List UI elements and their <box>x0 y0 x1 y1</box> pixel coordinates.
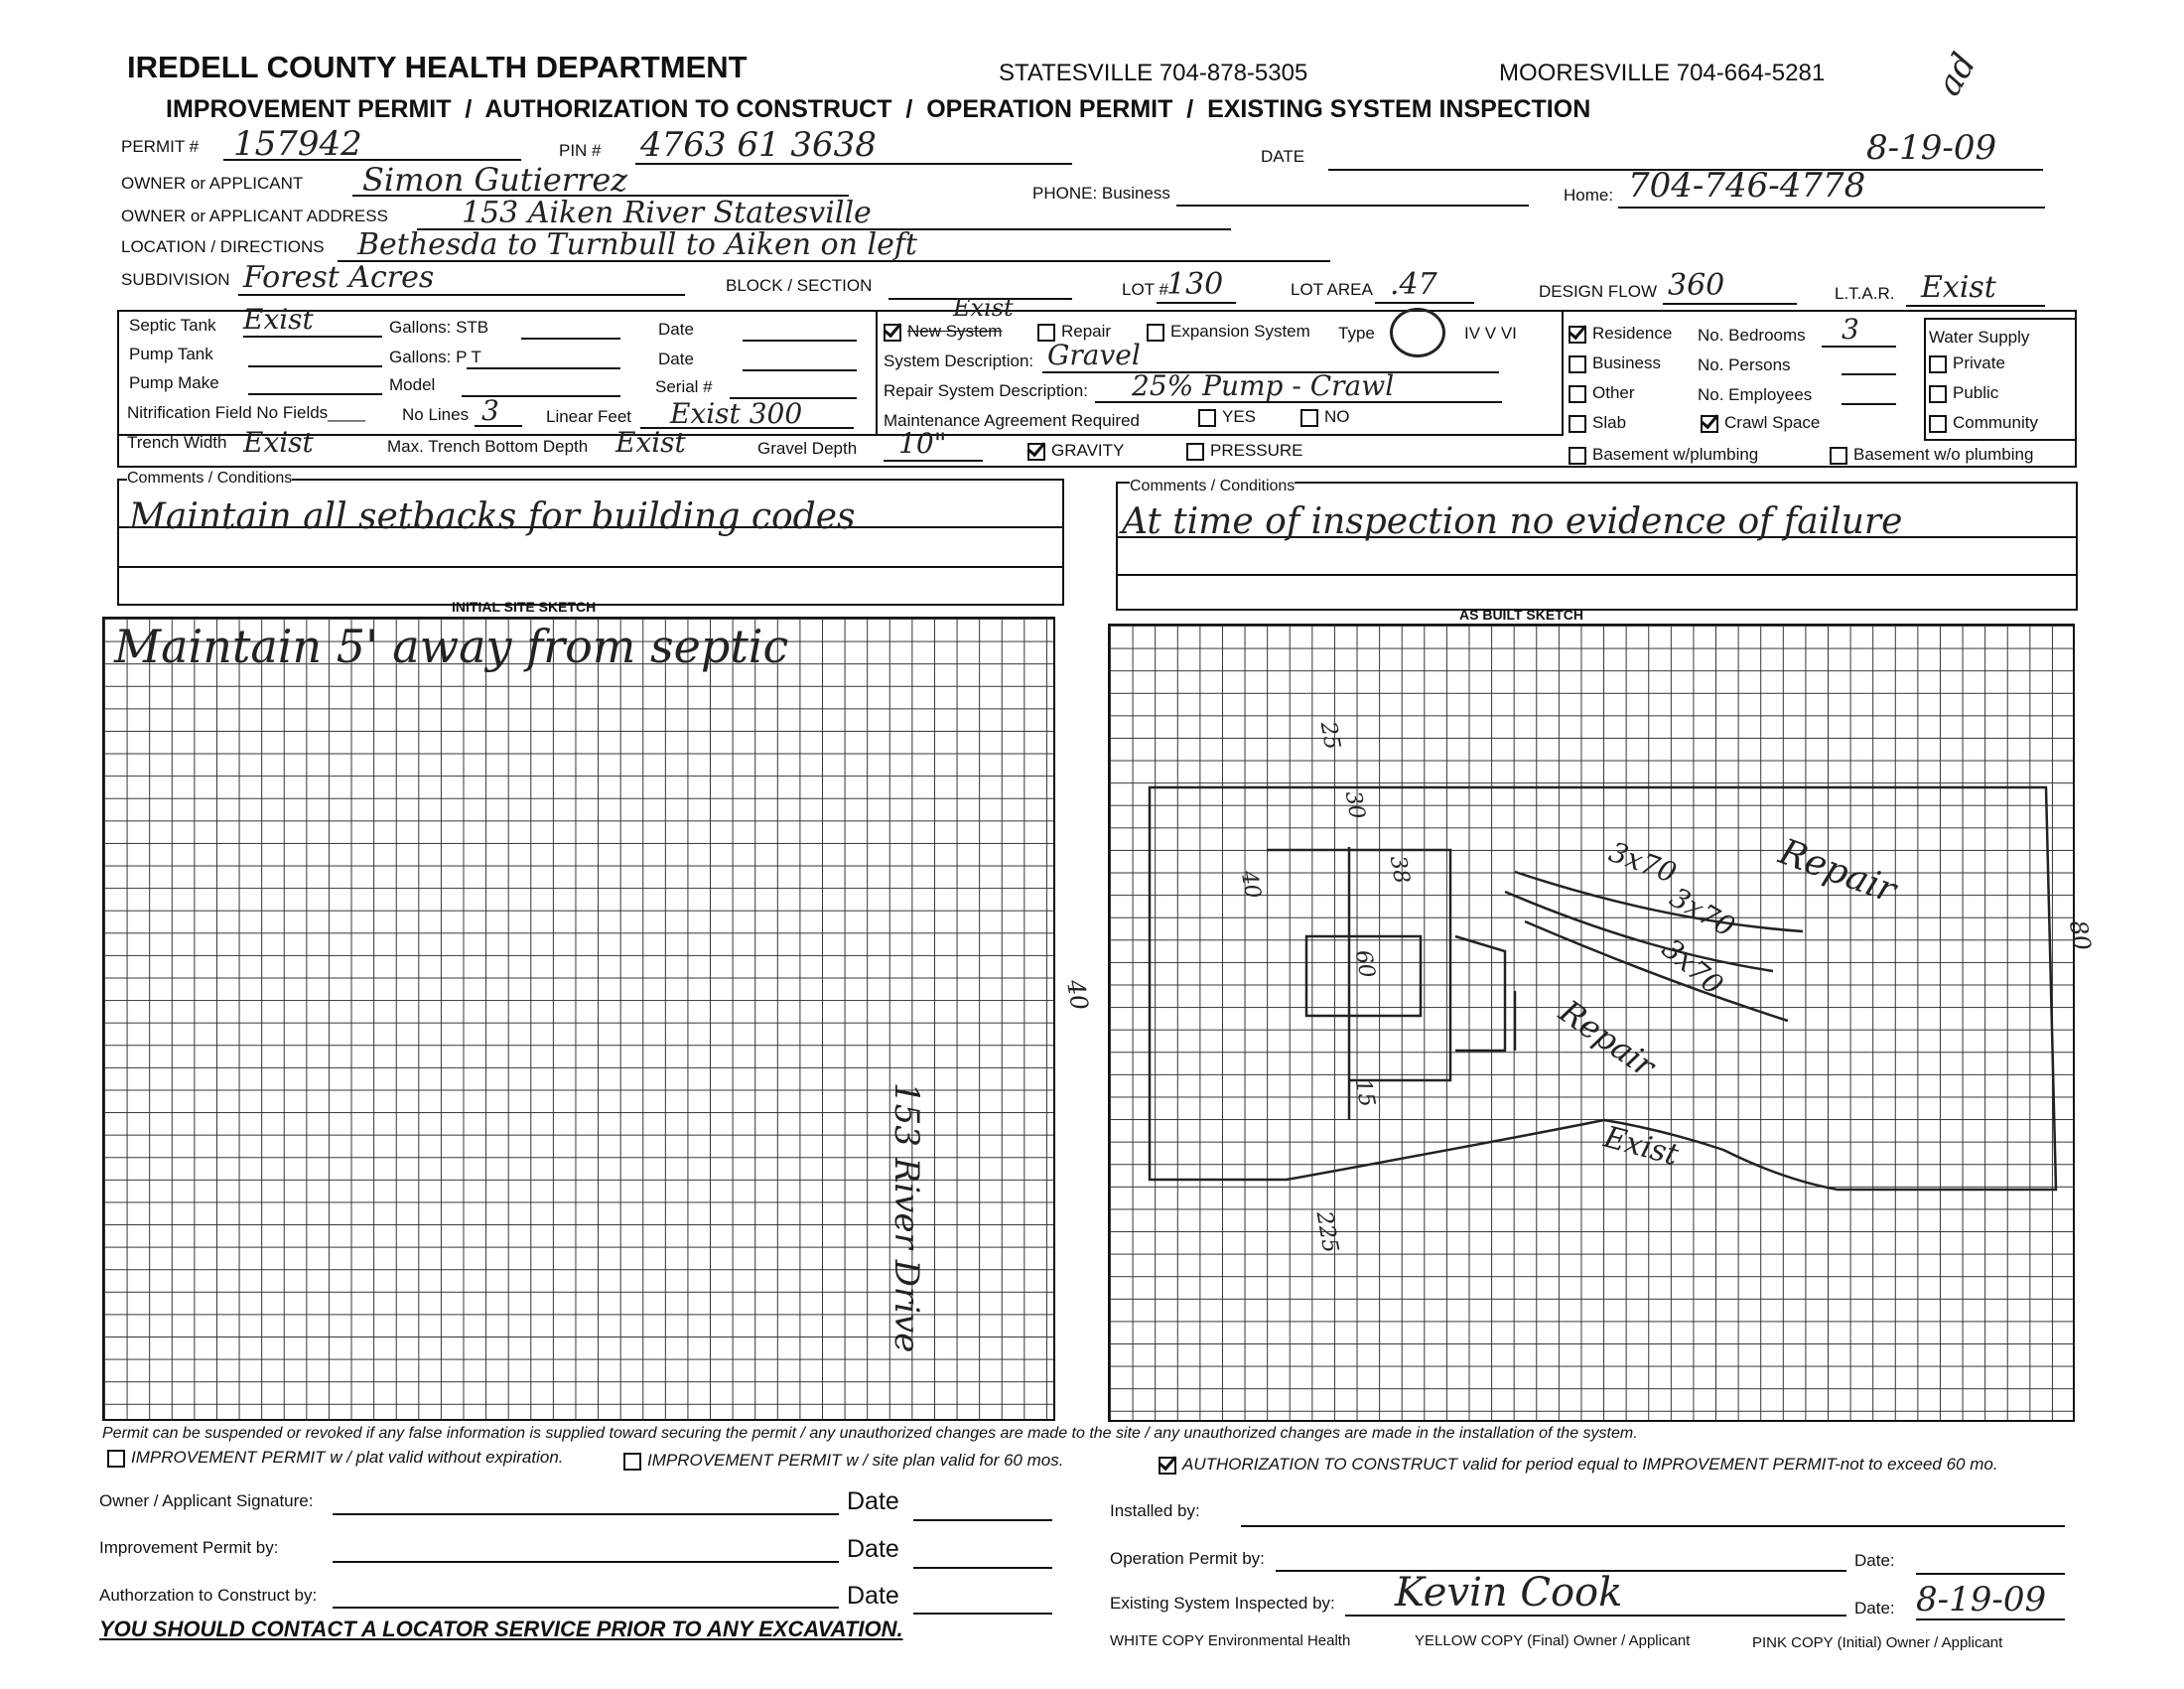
dimension-label: 38 <box>1384 853 1415 886</box>
owner-label: OWNER or APPLICANT <box>121 174 304 193</box>
system-description-value: Gravel <box>1047 339 1141 371</box>
serial-label: Serial # <box>655 377 713 396</box>
comments-left-label: Comments / Conditions <box>127 470 293 487</box>
comments-left-text: Maintain all setbacks for building codes <box>129 496 856 537</box>
dimension-label: 40 <box>1060 977 1094 1013</box>
repair-area-label: Repair <box>1773 831 1902 912</box>
new-system-label: New System <box>907 322 1003 341</box>
improvement-plat-label: IMPROVEMENT PERMIT w / plat valid without expiration. <box>131 1448 564 1467</box>
as-built-sketch-title: AS BUILT SKETCH <box>1459 607 1583 623</box>
lot-value: 130 <box>1166 267 1224 302</box>
other-option[interactable] <box>1569 383 1635 403</box>
gallons-pt-label: Gallons: P T <box>389 348 481 366</box>
improvement-site-plan-option[interactable] <box>623 1451 1063 1471</box>
yellow-copy-label: YELLOW COPY (Final) Owner / Applicant <box>1415 1632 1691 1649</box>
business-label: Business <box>1592 353 1661 372</box>
dimension-label: 30 <box>1339 788 1370 821</box>
design-flow-value: 360 <box>1668 268 1725 303</box>
septic-date-label: Date <box>658 320 694 339</box>
comments-right-label: Comments / Conditions <box>1130 478 1296 494</box>
home-phone: 704-746-4778 <box>1628 166 1866 206</box>
slab-checkbox[interactable] <box>1569 415 1586 433</box>
septic-tank-value: Exist <box>243 303 314 336</box>
inspection-date: 8-19-09 <box>1916 1580 2047 1619</box>
private-option[interactable] <box>1929 353 2005 373</box>
water-supply-title: Water Supply <box>1929 328 2030 347</box>
date-label: DATE <box>1261 147 1305 166</box>
new-system-option[interactable] <box>884 322 1002 342</box>
repair-description-value: 25% Pump - Crawl <box>1132 369 1395 402</box>
residence-label: Residence <box>1592 324 1673 343</box>
community-label: Community <box>1953 413 2038 432</box>
gravity-option[interactable] <box>1027 441 1124 461</box>
lot-outline <box>1150 787 2056 1190</box>
address-label: OWNER or APPLICANT ADDRESS <box>121 207 388 225</box>
subdivision-label: SUBDIVISION <box>121 270 230 289</box>
persons-label: No. Persons <box>1698 355 1791 374</box>
gravity-checkbox[interactable] <box>1027 443 1045 461</box>
dimension-label: 60 <box>1349 947 1380 980</box>
public-label: Public <box>1953 383 1999 402</box>
new-system-checkbox[interactable] <box>884 324 901 342</box>
other-checkbox[interactable] <box>1569 385 1586 403</box>
type-circle-mark <box>1390 308 1445 357</box>
expansion-option[interactable] <box>1147 322 1310 342</box>
dimension-label: 80 <box>2063 917 2097 953</box>
statesville-phone: STATESVILLE 704-878-5305 <box>999 60 1308 86</box>
business-checkbox[interactable] <box>1569 355 1586 373</box>
stamp-initials: ad <box>1929 46 1984 103</box>
crawl-space-checkbox[interactable] <box>1701 415 1718 433</box>
dimension-label: 40 <box>1235 868 1266 901</box>
basement-with-checkbox[interactable] <box>1569 447 1586 465</box>
dimension-label: 225 <box>1310 1209 1343 1255</box>
pink-copy-label: PINK COPY (Initial) Owner / Applicant <box>1752 1634 2003 1651</box>
date-value: 8-19-09 <box>1866 128 1997 168</box>
private-label: Private <box>1953 353 2005 372</box>
trench-width-label: Trench Width <box>127 433 227 452</box>
improvement-site-plan-label: IMPROVEMENT PERMIT w / site plan valid for 60 mos. <box>647 1451 1064 1470</box>
disclaimer-text: Permit can be suspended or revoked if any false information is supplied toward securing the permit / any unauthorized changes are made to the site / any unauthorized changes are made in the installation of the system. <box>102 1425 1638 1442</box>
type-options: IV V VI <box>1464 324 1517 343</box>
maintenance-label: Maintenance Agreement Required <box>884 411 1140 430</box>
permit-label: PERMIT # <box>121 137 200 156</box>
public-checkbox[interactable] <box>1929 385 1947 403</box>
crawl-space-label: Crawl Space <box>1724 413 1821 432</box>
pressure-option[interactable] <box>1186 441 1303 461</box>
operation-by-label: Operation Permit by: <box>1110 1549 1265 1568</box>
pump-make-label: Pump Make <box>129 373 219 392</box>
community-option[interactable] <box>1929 413 2038 433</box>
crawl-space-option[interactable] <box>1701 413 1820 433</box>
repair-description-label: Repair System Description: <box>884 381 1088 400</box>
pressure-checkbox[interactable] <box>1186 443 1204 461</box>
expansion-label: Expansion System <box>1170 322 1310 341</box>
gravity-label: GRAVITY <box>1051 441 1125 460</box>
nitrification-label: Nitrification Field No Fields____ <box>127 403 365 422</box>
pump-tank-label: Pump Tank <box>129 345 213 363</box>
model-label: Model <box>389 375 436 394</box>
expansion-checkbox[interactable] <box>1147 324 1164 342</box>
lot-area-label: LOT AREA <box>1291 280 1373 299</box>
bedrooms-value: 3 <box>1842 313 1859 346</box>
repair-label: Repair <box>1061 322 1112 341</box>
improvement-date-label: Date <box>847 1535 899 1563</box>
trench-width-value: Exist <box>243 426 314 459</box>
authorization-option[interactable] <box>1159 1455 1998 1475</box>
other-label: Other <box>1592 383 1635 402</box>
improvement-plat-option[interactable] <box>107 1448 564 1468</box>
locator-warning: YOU SHOULD CONTACT A LOCATOR SERVICE PRIOR TO ANY EXCAVATION. <box>99 1617 903 1641</box>
basement-with-label: Basement w/plumbing <box>1592 445 1759 464</box>
max-depth-value: Exist <box>615 426 686 459</box>
location-value: Bethesda to Turnbull to Aiken on left <box>357 227 917 262</box>
repair-area-label: Repair <box>1552 992 1663 1085</box>
pin-value: 4763 61 3638 <box>640 125 877 165</box>
location-label: LOCATION / DIRECTIONS <box>121 237 325 256</box>
new-system-note: Exist <box>953 294 1014 322</box>
no-checkbox[interactable] <box>1300 409 1318 427</box>
basement-without-checkbox[interactable] <box>1830 447 1847 465</box>
inspector-signature: Kevin Cook <box>1395 1570 1623 1616</box>
authorization-date-label: Date <box>847 1582 899 1610</box>
lot-label: LOT # <box>1122 280 1168 299</box>
structure-mark <box>1455 936 1515 1051</box>
ltar-value: Exist <box>1921 270 1996 305</box>
type-label: Type <box>1338 324 1375 343</box>
white-copy-label: WHITE COPY Environmental Health <box>1110 1632 1351 1649</box>
no-label: NO <box>1324 407 1350 426</box>
home-label: Home: <box>1564 186 1614 205</box>
gravel-depth-value: 10" <box>898 427 947 460</box>
authorization-checkbox[interactable] <box>1159 1457 1176 1475</box>
business-option[interactable] <box>1569 353 1661 373</box>
improvement-plat-checkbox[interactable] <box>107 1450 125 1468</box>
design-flow-label: DESIGN FLOW <box>1539 282 1658 301</box>
residence-option[interactable] <box>1569 324 1672 344</box>
linear-feet-value: Exist 300 <box>670 397 803 430</box>
employees-label: No. Employees <box>1698 385 1813 404</box>
line-label: 3x70 <box>1655 931 1730 1002</box>
pressure-label: PRESSURE <box>1210 441 1303 460</box>
yes-label: YES <box>1222 407 1257 426</box>
initial-sketch-note: Maintain 5' away from septic <box>114 620 789 673</box>
operation-date-label: Date: <box>1854 1551 1895 1570</box>
gravel-depth-label: Gravel Depth <box>757 439 858 458</box>
max-depth-label: Max. Trench Bottom Depth <box>387 437 589 456</box>
basement-without-option[interactable] <box>1830 445 2033 465</box>
basement-without-label: Basement w/o plumbing <box>1853 445 2034 464</box>
comments-right-text: At time of inspection no evidence of failure <box>1122 501 1903 542</box>
yes-checkbox[interactable] <box>1198 409 1216 427</box>
installed-by-label: Installed by: <box>1110 1501 1200 1520</box>
gallons-stb-label: Gallons: STB <box>389 318 489 337</box>
existing-date-label: Date: <box>1854 1599 1895 1618</box>
lot-area-value: .47 <box>1390 267 1437 302</box>
pin-label: PIN # <box>559 141 602 160</box>
maintenance-yes[interactable] <box>1198 407 1256 427</box>
ltar-label: L.T.A.R. <box>1835 284 1895 303</box>
authorization-by-label: Authorzation to Construct by: <box>99 1586 318 1605</box>
community-checkbox[interactable] <box>1929 415 1947 433</box>
slab-label: Slab <box>1592 413 1627 432</box>
slab-option[interactable] <box>1569 413 1626 433</box>
public-option[interactable] <box>1929 383 1998 403</box>
existing-area-label: Exist <box>1599 1119 1683 1174</box>
no-lines-value: 3 <box>481 394 499 427</box>
linear-feet-label: Linear Feet <box>546 407 631 426</box>
improvement-by-label: Improvement Permit by: <box>99 1538 279 1557</box>
residence-checkbox[interactable] <box>1569 326 1586 344</box>
improvement-site-plan-checkbox[interactable] <box>623 1453 641 1471</box>
pump-date-label: Date <box>658 350 694 368</box>
block-label: BLOCK / SECTION <box>726 276 873 295</box>
owner-signature-label: Owner / Applicant Signature: <box>99 1491 314 1510</box>
address-value: 153 Aiken River Statesville <box>462 196 872 230</box>
authorization-label: AUTHORIZATION TO CONSTRUCT valid for period equal to IMPROVEMENT PERMIT-not to exceed 60 mo. <box>1182 1455 1998 1474</box>
owner-date-label: Date <box>847 1487 899 1515</box>
existing-by-label: Existing System Inspected by: <box>1110 1594 1335 1613</box>
dimension-label: 15 <box>1349 1076 1380 1109</box>
line-label: 3x70 <box>1664 880 1741 944</box>
phone-label: PHONE: Business <box>1032 184 1170 203</box>
private-checkbox[interactable] <box>1929 355 1947 373</box>
bedrooms-label: No. Bedrooms <box>1698 326 1806 345</box>
line-label: 3x70 <box>1604 835 1681 890</box>
permit-number: 157942 <box>233 124 362 164</box>
road-label: 153 River Drive <box>887 1082 926 1353</box>
system-description-label: System Description: <box>884 352 1034 370</box>
septic-tank-label: Septic Tank <box>129 316 216 335</box>
basement-with-option[interactable] <box>1569 445 1758 465</box>
dimension-label: 25 <box>1314 719 1345 752</box>
permit-types: IMPROVEMENT PERMIT / AUTHORIZATION TO CONSTRUCT / OPERATION PERMIT / EXISTING SYSTEM INSPECTION <box>166 95 1591 123</box>
no-lines-label: No Lines <box>402 405 470 424</box>
department-title: IREDELL COUNTY HEALTH DEPARTMENT <box>127 50 748 84</box>
maintenance-no[interactable] <box>1300 407 1350 427</box>
mooresville-phone: MOORESVILLE 704-664-5281 <box>1499 60 1826 86</box>
subdivision-value: Forest Acres <box>243 260 435 295</box>
drain-lines <box>1505 872 1803 1021</box>
initial-sketch-title: INITIAL SITE SKETCH <box>452 599 597 615</box>
owner-value: Simon Gutierrez <box>362 161 628 199</box>
